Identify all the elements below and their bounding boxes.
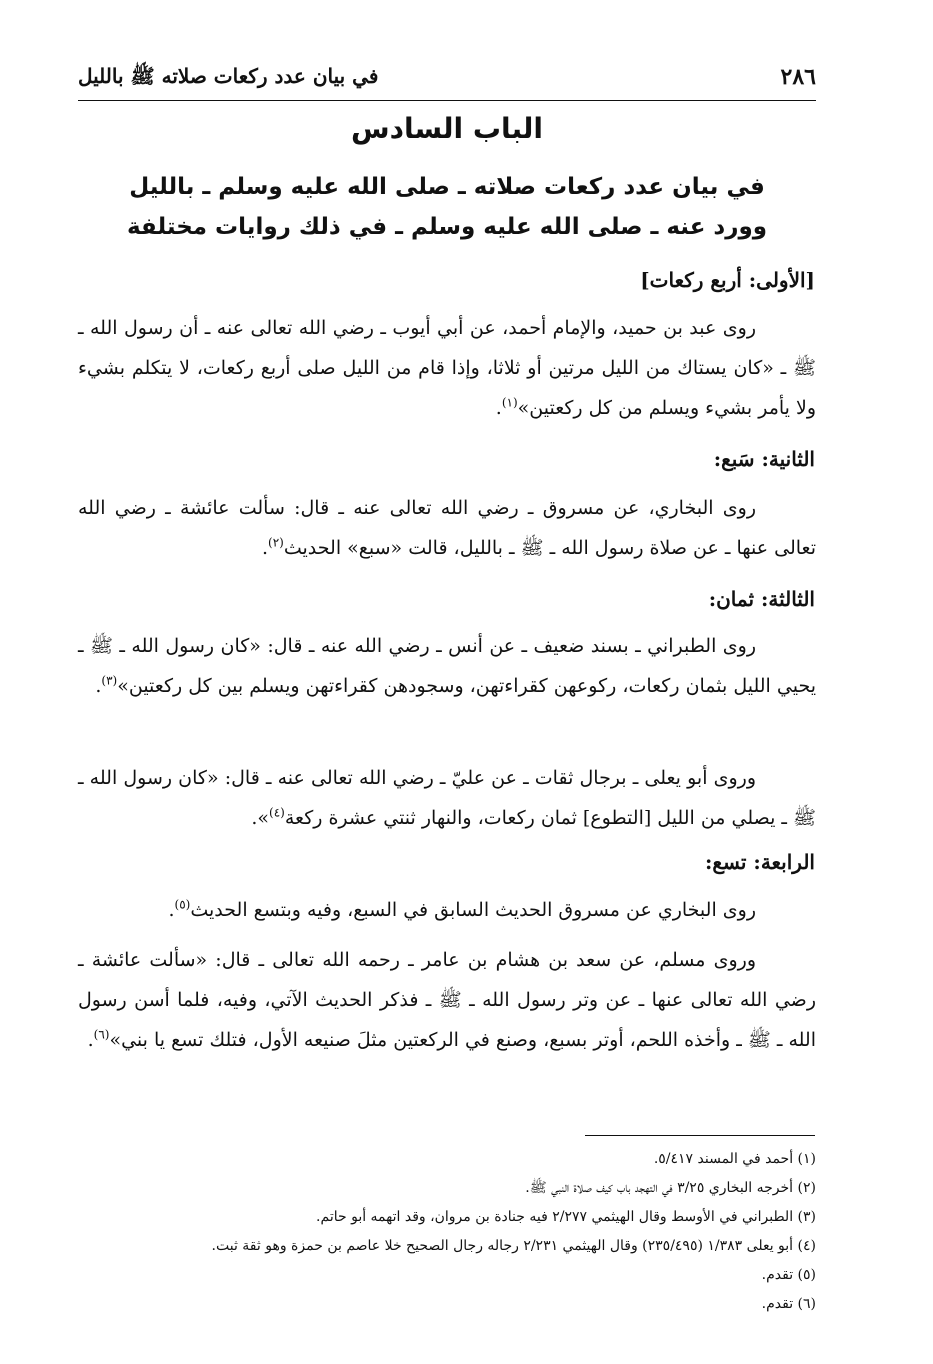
footnote-ref: (٤) [269,805,285,820]
footnote-ref: (٣) [101,673,118,688]
paragraph [78,488,816,568]
footnote-divider [585,1135,815,1136]
chapter-title: الباب السادس [350,112,544,145]
footnote-ref: (٦) [93,1027,110,1042]
footnote-ref: (١) [501,395,518,410]
paragraph-end: . [261,537,269,559]
paragraph [78,626,816,706]
footnotes [78,1145,816,1319]
paragraph-text: وروى مسلم، عن سعد بن هشام بن عامر ـ رحمه الله تعالى ـ قال: «سألت عائشة ـ رضي الله تعالى عنها ـ عن وتر رسول الله ـ ﷺ ـ فذكر الحديث الآتي، وفيه، فلما أسن رسول الله ـ ﷺ ـ وأخذه اللحم، أوتر بسبع، وصنع في الركعتين مثلَ صنيعه الأول، فتلك تسع يا بني» [78,949,816,1051]
paragraph-text: روى البخاري عن مسروق الحديث السابق في السبع، وفيه وبتسع الحديث [190,899,756,921]
section-heading-first: [الأولى: أربع ركعات] [640,268,815,292]
footnote-6: (٦) تقدم. [761,1296,816,1312]
footnote-3: (٣) الطبراني في الأوسط وقال الهيثمي ٢/٢٧٧ فيه جنادة بن مروان، وقد اتهمه أبو حاتم. [316,1209,816,1225]
chapter-subtitle-line-2: وورد عنه ـ صلى الله عليه وسلم ـ في ذلك روايات مختلفة [126,214,768,240]
paragraph-text: وروى أبو يعلى ـ برجال ثقات ـ عن عليّ ـ رضي الله تعالى عنه ـ قال: «كان رسول الله ـ ﷺ ـ يصلي من الليل [التطوع] ثمان ركعات، والنهار ثنتي عشرة ركعة [78,767,816,829]
paragraph-text: روى البخاري، عن مسروق ـ رضي الله تعالى عنه ـ قال: سألت عائشة ـ رضي الله تعالى عنها ـ عن صلاة رسول الله ـ ﷺ ـ بالليل، قالت «سبع» الحديث [78,497,816,559]
paragraph [78,308,816,428]
paragraph-end: . [495,397,502,419]
page-header [78,60,816,101]
paragraph-end: . [168,899,175,921]
footnote-4: (٤) أبو يعلى ١/٣٨٣ (٢٣٥/٤٩٥) وقال الهيثمي ٢/٢٣١ رجاله رجال الصحيح خلا عاصم بن حمزة وهو ثقة ثبت. [211,1238,816,1254]
paragraph [78,890,816,930]
chapter-subtitle-line-1: في بيان عدد ركعات صلاته ـ صلى الله عليه وسلم ـ بالليل [129,174,765,200]
paragraph-text: روى الطبراني ـ بسند ضعيف ـ عن أنس ـ رضي الله عنه ـ قال: «كان رسول الله ـ ﷺ ـ يحيي الليل بثمان ركعات، ركوعهن كقراءتهن، وسجودهن كقراءتهن ويسلم بين كل ركعتين» [78,635,816,697]
footnote-ref: (٥) [174,897,191,912]
footnote-5: (٥) تقدم. [761,1267,816,1283]
running-title: في بيان عدد ركعات صلاته ﷺ بالليل [78,64,379,88]
paragraph-text: روى عبد بن حميد، والإمام أحمد، عن أبي أيوب ـ رضي الله تعالى عنه ـ أن رسول الله ـ ﷺ ـ «كان يستاك من الليل مرتين أو ثلاثا، وإذا قام من الليل صلى أربع ركعات، لا يتكلم بشيء ولا يأمر بشيء ويسلم من كل ركعتين» [78,317,816,419]
paragraph-end: ». [251,807,270,829]
footnote-2: (٢) أخرجه البخاري ٣/٢٥ في التهجد باب كيف صلاة النبي ﷺ. [525,1180,816,1196]
paragraph [78,758,816,838]
paragraph [78,940,816,1060]
paragraph-end: . [87,1029,94,1051]
footnote-1: (١) أحمد في المسند ٥/٤١٧. [653,1151,816,1167]
page-number: ٢٨٦ [780,64,816,90]
section-heading-second: الثانية: سَبع: [713,447,815,471]
footnote-ref: (٢) [268,535,284,550]
section-heading-fourth: الرابعة: تسع: [705,850,815,874]
section-heading-third: الثالثة: ثمان: [708,587,815,611]
paragraph-end: . [95,675,102,697]
